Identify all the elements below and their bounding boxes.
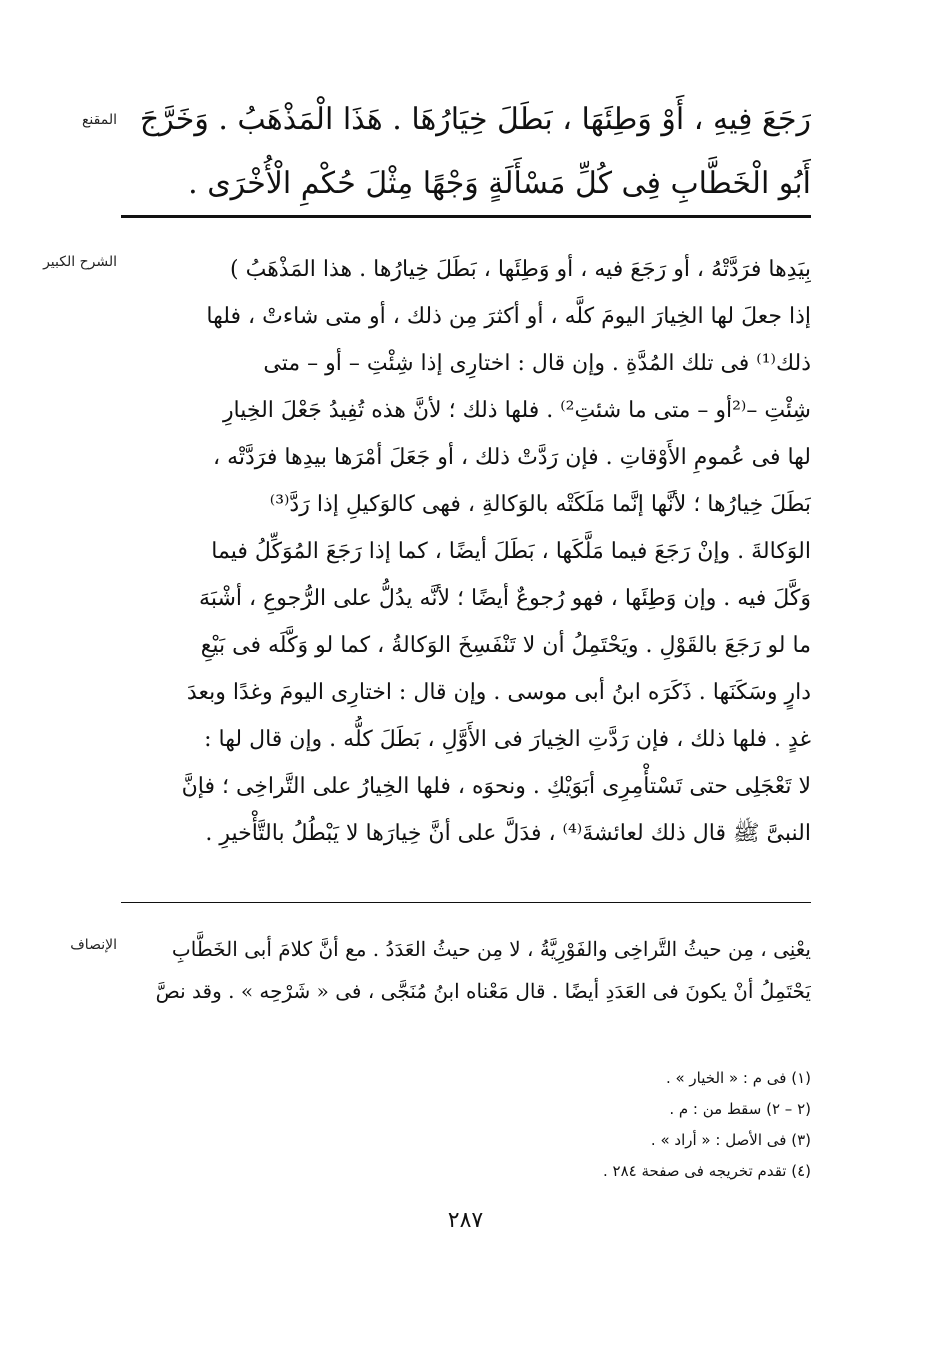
section-divider-thick — [121, 215, 811, 218]
footnote: (٤) تقدم تخريجه فى صفحة ٢٨٤ . — [602, 1162, 811, 1180]
page-number: ٢٨٧ — [447, 1208, 484, 1233]
sharh-line: شِئْتِ –⁽²أو – متى ما شئتِ²⁾ . فلها ذلك ؛ لأنَّ هذه تُفِيدُ جَعْلَ الخِيارِ — [222, 398, 811, 423]
section-label-muqni: المقنع — [81, 112, 117, 128]
footnote: (٢ – ٢) سقط من : م . — [669, 1100, 811, 1118]
sharh-line: النبىَّ ﷺ قال ذلك لعائشةَ⁽⁴⁾ ، فدَلَّ على أنَّ خِيارَها لا يَبْطُلُ بالتَّأْخيرِ . — [205, 821, 811, 846]
sharh-line: دارٍ وسَكَنَها . ذَكَرَه ابنُ أبى موسى . وإن قال : اختارِى اليومَ وغدًا وبعدَ — [186, 680, 811, 705]
sharh-line: لها فى عُمومِ الأَوْقاتِ . فإن رَدَّتْ ذلك ، أو جَعَلَ أمْرَها بيدِها فرَدَّتْه ، — [212, 445, 811, 470]
insaf-text — [111, 928, 811, 1012]
sharh-line: ما لو رَجَعَ بالقَوْلِ . ويَحْتَمِلُ أن لا تَنْفَسِخَ الوَكالةُ ، كما لو وَكَّلَه فى بَيْعِ — [200, 633, 811, 658]
sharh-line: وَكَّلَ فيه . وإن وَطِئَها ، فهو رُجوعٌ أيضًا ؛ لأنَّه يدُلُّ على الرُّجوعِ ، أشْبَهَ — [199, 586, 811, 611]
footnote: (١) فى م : « الخيار » . — [665, 1069, 811, 1087]
muqni-line: رَجَعَ فِيهِ ، أَوْ وَطِئَهَا ، بَطَلَ خِيَارُهَا . هَذَا الْمَذْهَبُ . وَخَرَّجَ — [139, 102, 811, 137]
section-label-sharh: الشرح الكبير — [43, 254, 117, 270]
footnote: (٣) فى الأصل : « أراد » . — [650, 1131, 811, 1149]
sharh-line: غدٍ . فلها ذلك ، فإن رَدَّتِ الخِيارَ فى الأَوَّلِ ، بَطَلَ كلُّه . وإن قال لها : — [204, 727, 811, 752]
section-label-insaf: الإنصاف — [70, 937, 117, 953]
footnotes — [111, 1063, 811, 1187]
muqni-text — [111, 88, 811, 216]
sharh-line: الوَكالةَ . وإنْ رَجَعَ فيما مَلَّكَها ، بَطَلَ أيضًا ، كما إذا رَجَعَ المُوَكِّلُ فيما — [211, 539, 811, 564]
sharh-line: إذا جعلَ لها الخِيارَ اليومَ كلَّه ، أو أكثرَ مِن ذلك ، أو متى شاءتْ ، فلها — [206, 304, 811, 329]
sharh-line: بِيَدِها فرَدَّتْهُ ، أو رَجَعَ فيه ، أو وَطِئَها ، بَطَلَ خِيارُها . هذا المَذْهَبُ ) — [230, 257, 811, 282]
insaf-line: يعْنِى ، مِن حيثُ التَّراخِى والفَوْرِيَّةُ ، لا مِن حيثُ العَدَدُ . مع أنَّ كلامَ أبى الخَطَّابِ — [171, 937, 811, 961]
insaf-line: يَحْتَمِلُ أنْ يكونَ فى العَدَدِ أيضًا . قال مَعْناه ابنُ مُنَجَّى ، فى « شَرْحِه » . وقد نصَّ — [155, 979, 811, 1003]
sharh-line: ذلك⁽¹⁾ فى تلك المُدَّةِ . وإن قال : اختارِى إذا شِئْتِ – أو – متى — [263, 351, 811, 376]
section-divider-thin — [121, 902, 811, 903]
muqni-line: أَبُو الْخَطَّابِ فِى كُلِّ مَسْأَلَةٍ وَجْهًا مِثْلَ حُكْمِ الْأُخْرَى . — [188, 166, 811, 201]
sharh-text — [111, 246, 811, 857]
sharh-line: بَطَلَ خِيارُها ؛ لأنَّها إنَّما مَلَكَتْه بالوَكالةِ ، فهى كالوَكيلِ إذا رَدَّ⁽³⁾ — [269, 492, 811, 517]
sharh-line: لا تَعْجَلِى حتى تَسْتأْمِرِى أبَوَيْكِ . ونحوَه ، فلها الخِيارُ على التَّراخِى ؛ فإنَّ — [181, 774, 811, 799]
